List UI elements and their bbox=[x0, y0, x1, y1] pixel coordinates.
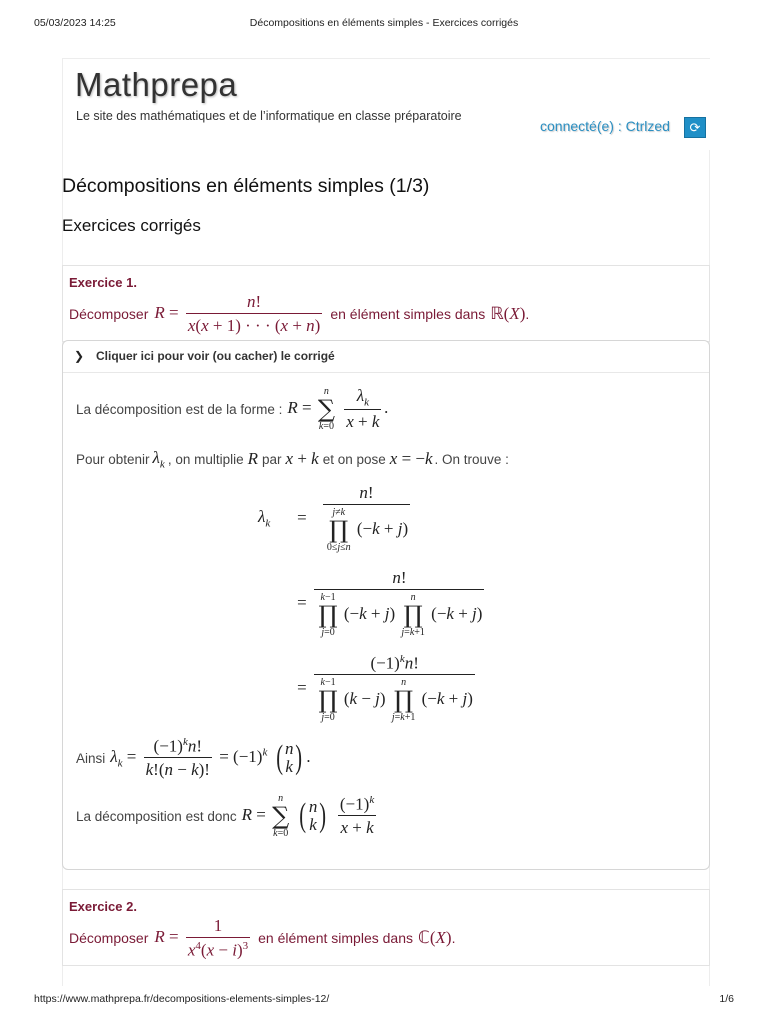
solution-1-panel bbox=[62, 340, 710, 870]
login-status-link[interactable]: connecté(e) : Ctrlzed bbox=[540, 118, 670, 134]
conclusion-text: La décomposition est donc bbox=[76, 808, 237, 824]
equation-line-3: = $(-1)^kn$! k−1 ∏ j=0 (k − j) n ∏ j=k+1 (−k + j) bbox=[296, 652, 473, 724]
print-url: https://www.mathprepa.fr/decompositions-elements-simples-12/ bbox=[34, 993, 330, 1005]
exercise-2-statement: Décomposer R = $\frac{1}{x^4(x - i)^3}$ en élément simples dans ℂ(X) . bbox=[69, 915, 456, 960]
solution-toggle-label[interactable]: Cliquer ici pour voir (ou cacher) le corrigé bbox=[96, 349, 335, 363]
exercise-1-text-before: Décomposer bbox=[69, 306, 149, 322]
method-text-c: par bbox=[262, 451, 282, 467]
solution-line-form bbox=[76, 383, 389, 435]
exercise-1-formula: R = $\frac{n!}{x(x + 1) \cdot \cdot \cdot (x + n)}$ bbox=[154, 292, 321, 335]
exercise-1-text-after: en élément simples dans bbox=[330, 306, 486, 322]
site-tagline: Le site des mathématiques et de l’informatique en classe préparatoire bbox=[76, 109, 462, 123]
site-logo[interactable]: Mathprepa bbox=[75, 66, 238, 103]
ainsi-text: Ainsi bbox=[76, 750, 106, 766]
exercise-2-field: ℂ(X) bbox=[418, 928, 452, 947]
print-header bbox=[34, 17, 734, 31]
exercise-1-label: Exercice 1. bbox=[69, 275, 137, 290]
page-subtitle: Exercices corrigés bbox=[62, 216, 201, 235]
equation-line-1: $\lambda_k$ = n! j≠k ∏ 0≤j≤n (−k + j) bbox=[258, 483, 409, 553]
method-text-a: Pour obtenir bbox=[76, 451, 150, 467]
solution-toggle[interactable] bbox=[63, 341, 709, 373]
method-text-e: . On trouve : bbox=[434, 451, 509, 467]
exercise-2-label: Exercice 2. bbox=[69, 899, 137, 914]
refresh-icon[interactable]: ⟳ bbox=[684, 117, 706, 138]
solution-form-text: La décomposition est de la forme : bbox=[76, 401, 283, 417]
print-footer bbox=[34, 993, 734, 1007]
solution-line-conclusion: La décomposition est donc R = n ∑ k=0 ( n k ) $\frac{(-1)^k}{x + k}$ bbox=[76, 793, 375, 839]
exercise-1-box bbox=[62, 265, 710, 342]
print-page-number: 1/6 bbox=[719, 993, 734, 1005]
exercise-2-text-after: en élément simples dans bbox=[258, 930, 413, 946]
page-title: Décompositions en éléments simples (1/3) bbox=[62, 175, 430, 197]
solution-form-formula: R = n ∑ k=0 $\frac{\lambda_k}{x + k}$ . bbox=[287, 385, 389, 432]
method-text-d: et on pose bbox=[322, 451, 386, 467]
exercise-2-box bbox=[62, 889, 710, 966]
solution-line-method: Pour obtenir $\lambda_k$ , on multiplie R par x + k et on pose x = −k . On trouve : bbox=[76, 447, 509, 471]
exercise-1-field: ℝ(X) bbox=[490, 304, 526, 323]
exercise-1-statement: Décomposer R = $\frac{n!}{x(x + 1) \cdot \cdot \cdot (x + n)}$ en élément simples dans ℝ(X) . bbox=[69, 292, 530, 335]
chevron-down-icon[interactable]: ❯ bbox=[74, 349, 85, 363]
print-date: 05/03/2023 14:25 bbox=[34, 17, 116, 29]
exercise-2-formula: R = $\frac{1}{x^4(x - i)^3}$ bbox=[154, 915, 249, 960]
print-title: Décompositions en éléments simples - Exercices corrigés bbox=[249, 17, 519, 29]
method-text-b: , on multiplie bbox=[167, 451, 244, 467]
equation-line-2: = n! k−1 ∏ j=0 (−k + j) n ∏ j=k+1 (−k + j) bbox=[296, 568, 483, 638]
content-frame-top bbox=[62, 58, 710, 59]
exercise-2-text-before: Décomposer bbox=[69, 930, 149, 946]
solution-line-ainsi: Ainsi $\lambda_k$ = $\frac{(-1)^kn!}{k!(n - k)!}$ = $(-1)^k$ ( n k ) . bbox=[76, 735, 312, 780]
